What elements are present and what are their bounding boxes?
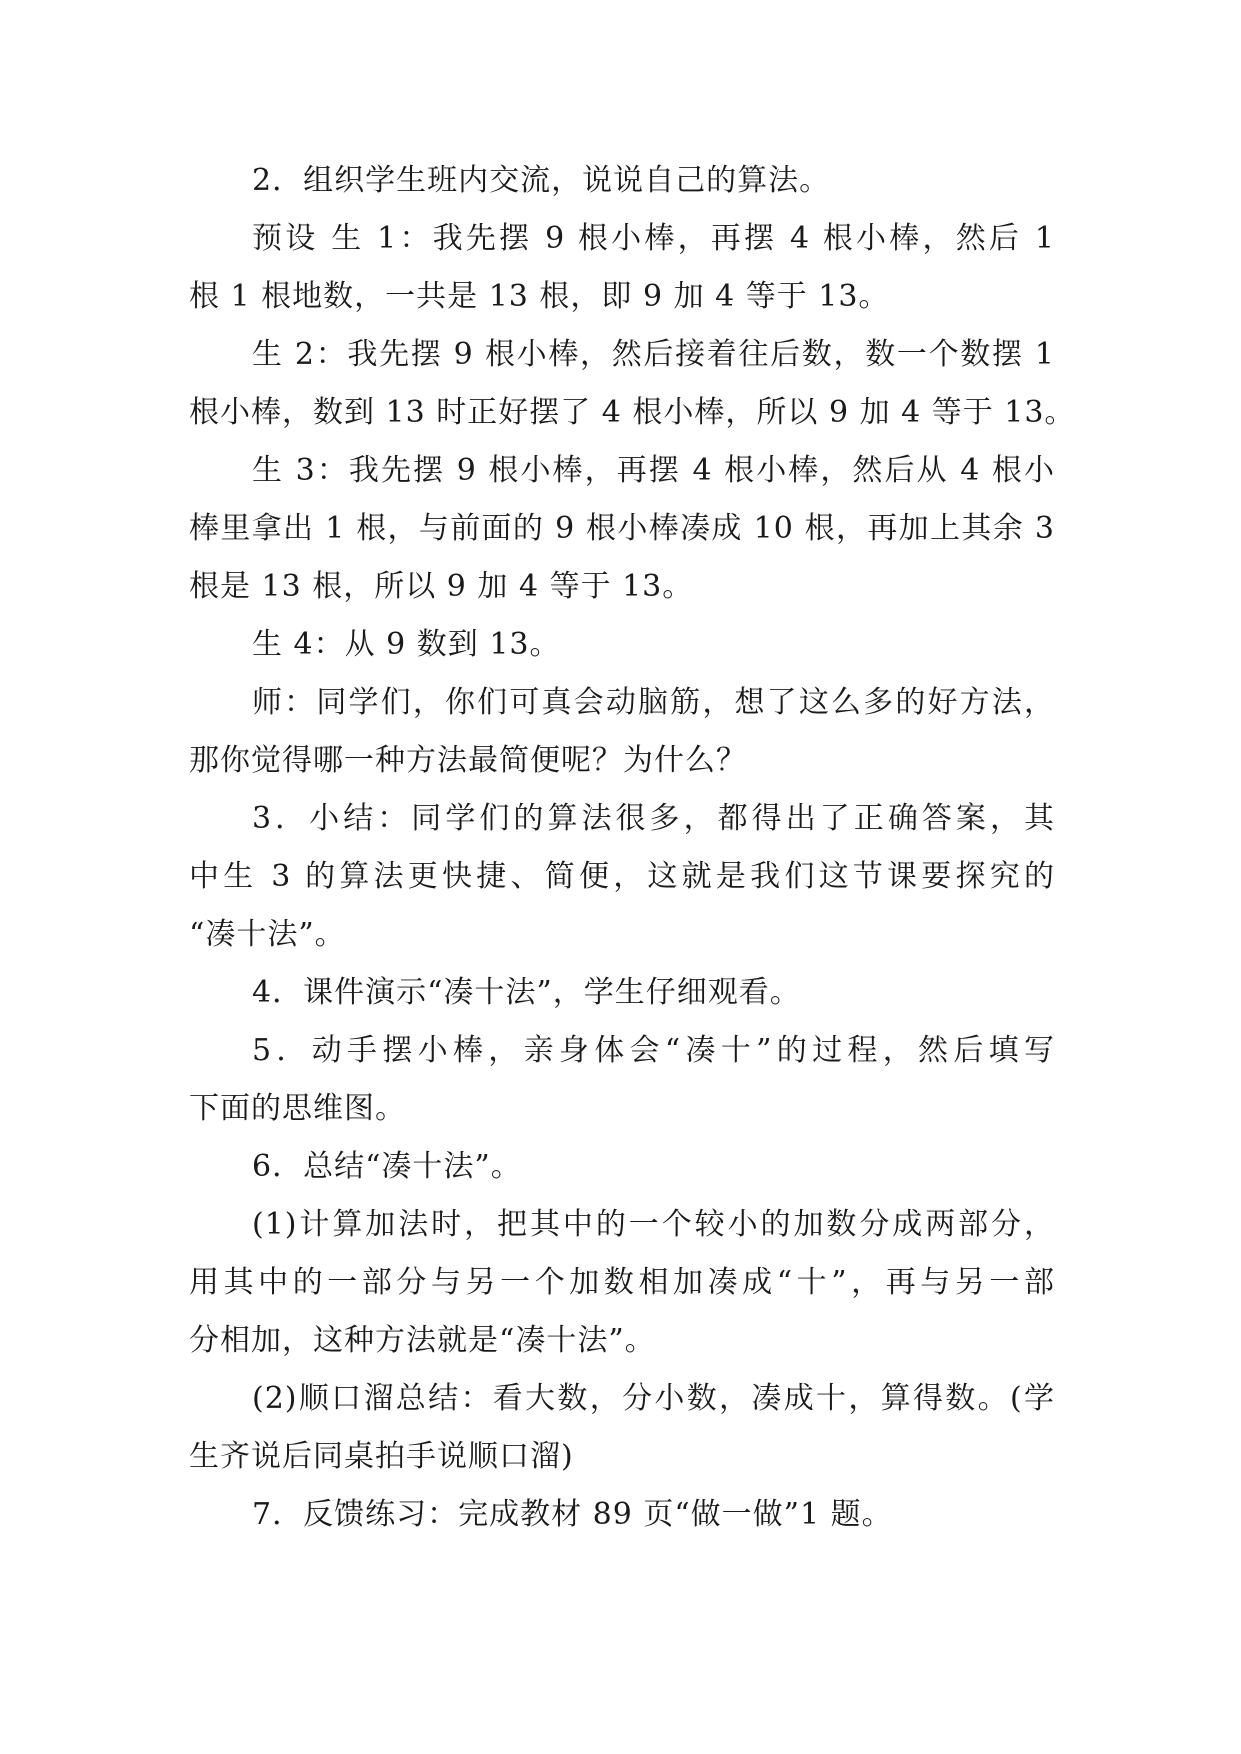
paragraph-rule-1-line-2: 用其中的一部分与另一个加数相加凑成“十”，再与另一部 [189, 1265, 1055, 1300]
paragraph-student-4: 生 4：从 9 数到 13。 [252, 627, 561, 662]
paragraph-rule-2-line-1: (2)顺口溜总结：看大数，分小数，凑成十，算得数。(学 [252, 1381, 1055, 1416]
paragraph-teacher-line-2: 那你觉得哪一种方法最简便呢？为什么？ [189, 743, 747, 778]
paragraph-step-5-line-1: 5．动手摆小棒，亲身体会“凑十”的过程，然后填写 [252, 1033, 1055, 1068]
paragraph-step-3-line-2: 中生 3 的算法更快捷、简便，这就是我们这节课要探究的 [189, 859, 1055, 894]
paragraph-teacher-line-1: 师：同学们，你们可真会动脑筋，想了这么多的好方法， [252, 685, 1055, 720]
paragraph-student-3-line-3: 根是 13 根，所以 9 加 4 等于 13。 [189, 569, 694, 604]
paragraph-student-1-line-2: 根 1 根地数，一共是 13 根，即 9 加 4 等于 13。 [189, 279, 890, 314]
paragraph-step-4: 4．课件演示“凑十法”，学生仔细观看。 [252, 975, 801, 1010]
paragraph-student-3-line-1: 生 3：我先摆 9 根小棒，再摆 4 根小棒，然后从 4 根小 [252, 453, 1055, 488]
paragraph-student-1-line-1: 预设 生 1：我先摆 9 根小棒，再摆 4 根小棒，然后 1 [252, 221, 1055, 256]
paragraph-step-2: 2．组织学生班内交流，说说自己的算法。 [252, 163, 831, 198]
paragraph-rule-1-line-3: 分相加，这种方法就是“凑十法”。 [189, 1323, 656, 1358]
paragraph-step-6: 6．总结“凑十法”。 [252, 1149, 522, 1184]
document-page [189, 152, 1076, 1544]
paragraph-step-3-line-3: “凑十法”。 [189, 917, 346, 952]
paragraph-rule-1-line-1: (1)计算加法时，把其中的一个较小的加数分成两部分， [252, 1207, 1055, 1242]
paragraph-step-3-line-1: 3．小结：同学们的算法很多，都得出了正确答案，其 [252, 801, 1055, 836]
paragraph-student-2-line-2: 根小棒，数到 13 时正好摆了 4 根小棒，所以 9 加 4 等于 13。 [189, 395, 1076, 430]
paragraph-student-2-line-1: 生 2：我先摆 9 根小棒，然后接着往后数，数一个数摆 1 [252, 337, 1055, 372]
paragraph-student-3-line-2: 棒里拿出 1 根，与前面的 9 根小棒凑成 10 根，再加上其余 3 [189, 511, 1055, 546]
paragraph-rule-2-line-2: 生齐说后同桌拍手说顺口溜) [189, 1439, 574, 1474]
paragraph-step-5-line-2: 下面的思维图。 [189, 1091, 406, 1126]
paragraph-step-7: 7．反馈练习：完成教材 89 页“做一做”1 题。 [252, 1497, 893, 1532]
